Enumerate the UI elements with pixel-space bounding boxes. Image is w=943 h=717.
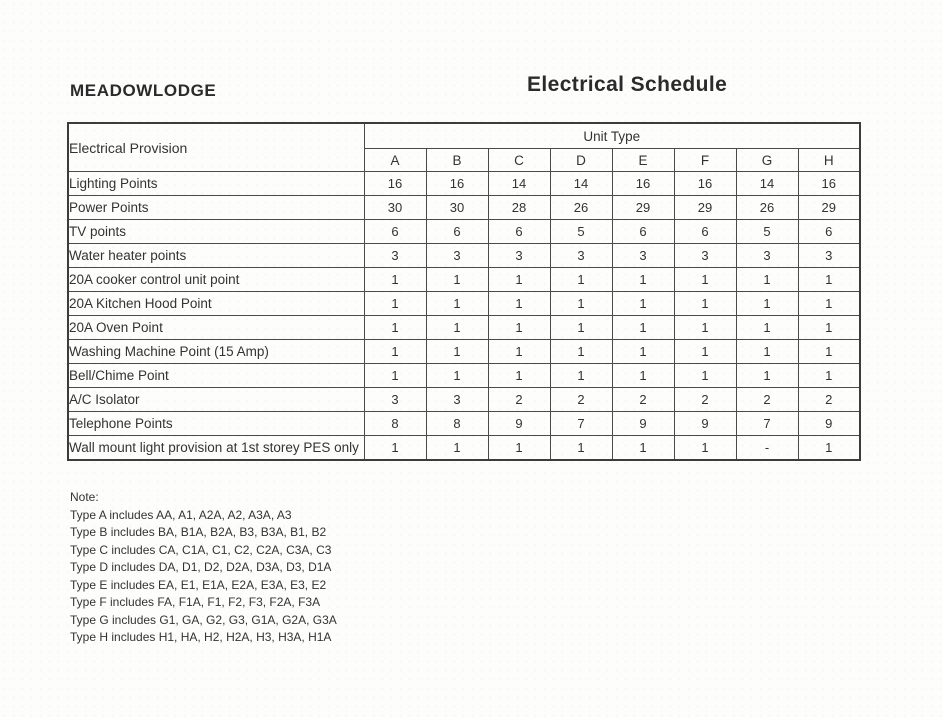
note-line: Type E includes EA, E1, E1A, E2A, E3A, E3, E2	[70, 577, 327, 592]
value-cell: 1	[674, 364, 736, 388]
value-cell: 3	[364, 244, 426, 268]
value-cell: 1	[426, 316, 488, 340]
project-title: MEADOWLODGE	[70, 81, 217, 100]
provision-label-cell: Washing Machine Point (15 Amp)	[68, 340, 364, 364]
table-row	[68, 172, 860, 196]
value-cell: 2	[798, 388, 860, 412]
unit-column-header: C	[488, 149, 550, 172]
note-line: Type C includes CA, C1A, C1, C2, C2A, C3A, C3	[70, 542, 332, 557]
provision-label-cell: Wall mount light provision at 1st storey PES only	[68, 436, 364, 461]
value-cell: 1	[550, 340, 612, 364]
value-cell: 2	[550, 388, 612, 412]
table-row	[68, 436, 860, 461]
value-cell: 1	[798, 436, 860, 461]
value-cell: 1	[798, 340, 860, 364]
electrical-schedule-table	[67, 122, 861, 461]
value-cell: 3	[674, 244, 736, 268]
value-cell: 6	[426, 220, 488, 244]
note-line: Type F includes FA, F1A, F1, F2, F3, F2A, F3A	[70, 595, 321, 609]
value-cell: 1	[364, 292, 426, 316]
unit-column-header: B	[426, 149, 488, 172]
value-cell: 2	[612, 388, 674, 412]
table-row	[68, 220, 860, 244]
value-cell: 1	[488, 268, 550, 292]
value-cell: 1	[488, 292, 550, 316]
value-cell: 1	[364, 340, 426, 364]
value-cell: 2	[736, 388, 798, 412]
unit-type-header-cell: Unit Type	[364, 123, 860, 149]
value-cell: 1	[798, 268, 860, 292]
table-row	[68, 292, 860, 316]
value-cell: 29	[798, 196, 860, 220]
value-cell: 3	[426, 388, 488, 412]
value-cell: 2	[488, 388, 550, 412]
table-row	[68, 388, 860, 412]
value-cell: 7	[550, 412, 612, 436]
unit-column-header: F	[674, 149, 736, 172]
provision-label-cell: Water heater points	[68, 244, 364, 268]
value-cell: 16	[364, 172, 426, 196]
value-cell: 1	[674, 268, 736, 292]
value-cell: 9	[612, 412, 674, 436]
value-cell: 1	[674, 340, 736, 364]
value-cell: 1	[736, 316, 798, 340]
value-cell: 1	[612, 292, 674, 316]
value-cell: 1	[736, 364, 798, 388]
provision-label-cell: Telephone Points	[68, 412, 364, 436]
value-cell: 6	[364, 220, 426, 244]
unit-column-header: E	[612, 149, 674, 172]
provision-label-cell: TV points	[68, 220, 364, 244]
value-cell: 3	[798, 244, 860, 268]
value-cell: 14	[736, 172, 798, 196]
value-cell: 26	[736, 196, 798, 220]
provision-label-cell: 20A Kitchen Hood Point	[68, 292, 364, 316]
value-cell: 8	[364, 412, 426, 436]
provision-label-cell: Power Points	[68, 196, 364, 220]
value-cell: 30	[364, 196, 426, 220]
value-cell: 1	[426, 292, 488, 316]
document-title: Electrical Schedule	[527, 73, 728, 96]
value-cell: 1	[426, 340, 488, 364]
value-cell: 5	[550, 220, 612, 244]
provision-label-cell: 20A Oven Point	[68, 316, 364, 340]
value-cell: 1	[488, 316, 550, 340]
provision-label-cell: Bell/Chime Point	[68, 364, 364, 388]
value-cell: 1	[612, 268, 674, 292]
value-cell: 28	[488, 196, 550, 220]
value-cell: 16	[798, 172, 860, 196]
value-cell: 16	[426, 172, 488, 196]
value-cell: 1	[612, 316, 674, 340]
value-cell: 3	[612, 244, 674, 268]
value-cell: 1	[550, 268, 612, 292]
value-cell: 1	[426, 268, 488, 292]
value-cell: 1	[426, 436, 488, 461]
table-row	[68, 364, 860, 388]
value-cell: 1	[798, 292, 860, 316]
value-cell: 1	[674, 436, 736, 461]
value-cell: 14	[550, 172, 612, 196]
value-cell: 1	[736, 268, 798, 292]
value-cell: 5	[736, 220, 798, 244]
note-line: Type B includes BA, B1A, B2A, B3, B3A, B1, B2	[70, 525, 327, 539]
value-cell: 9	[674, 412, 736, 436]
value-cell: 1	[736, 292, 798, 316]
note-line: Type G includes G1, GA, G2, G3, G1A, G2A, G3A	[70, 612, 337, 627]
value-cell: 7	[736, 412, 798, 436]
table-row	[68, 412, 860, 436]
value-cell: 1	[364, 364, 426, 388]
unit-column-header: G	[736, 149, 798, 172]
value-cell: 1	[550, 364, 612, 388]
provision-label-cell: A/C Isolator	[68, 388, 364, 412]
value-cell: -	[736, 436, 798, 461]
notes-section	[70, 489, 337, 647]
value-cell: 1	[612, 436, 674, 461]
value-cell: 29	[612, 196, 674, 220]
value-cell: 1	[674, 292, 736, 316]
note-line: Type H includes H1, HA, H2, H2A, H3, H3A, H1A	[70, 630, 332, 644]
value-cell: 8	[426, 412, 488, 436]
table-header-row	[68, 123, 860, 149]
value-cell: 30	[426, 196, 488, 220]
value-cell: 3	[488, 244, 550, 268]
unit-column-header: D	[550, 149, 612, 172]
value-cell: 2	[674, 388, 736, 412]
unit-column-header: H	[798, 149, 860, 172]
provision-label-cell: 20A cooker control unit point	[68, 268, 364, 292]
value-cell: 14	[488, 172, 550, 196]
value-cell: 1	[488, 436, 550, 461]
value-cell: 6	[674, 220, 736, 244]
value-cell: 1	[550, 316, 612, 340]
value-cell: 6	[798, 220, 860, 244]
value-cell: 9	[798, 412, 860, 436]
value-cell: 3	[550, 244, 612, 268]
value-cell: 1	[488, 340, 550, 364]
value-cell: 6	[612, 220, 674, 244]
value-cell: 16	[674, 172, 736, 196]
note-lines	[70, 507, 337, 647]
table-row	[68, 340, 860, 364]
value-cell: 3	[426, 244, 488, 268]
value-cell: 1	[364, 436, 426, 461]
value-cell: 1	[426, 364, 488, 388]
value-cell: 1	[674, 316, 736, 340]
note-line: Type D includes DA, D1, D2, D2A, D3A, D3, D1A	[70, 560, 332, 574]
value-cell: 3	[736, 244, 798, 268]
value-cell: 6	[488, 220, 550, 244]
provision-label-cell: Lighting Points	[68, 172, 364, 196]
value-cell: 3	[364, 388, 426, 412]
unit-column-header: A	[364, 149, 426, 172]
value-cell: 1	[612, 364, 674, 388]
value-cell: 1	[798, 364, 860, 388]
note-heading: Note:	[70, 490, 99, 504]
value-cell: 1	[364, 316, 426, 340]
table-row	[68, 196, 860, 220]
value-cell: 1	[364, 268, 426, 292]
note-line: Type A includes AA, A1, A2A, A2, A3A, A3	[70, 507, 292, 522]
value-cell: 29	[674, 196, 736, 220]
value-cell: 1	[550, 436, 612, 461]
value-cell: 1	[612, 340, 674, 364]
value-cell: 1	[550, 292, 612, 316]
value-cell: 1	[798, 316, 860, 340]
table-row	[68, 268, 860, 292]
value-cell: 26	[550, 196, 612, 220]
table-row	[68, 316, 860, 340]
value-cell: 1	[488, 364, 550, 388]
electrical-provision-header-cell: Electrical Provision	[68, 123, 364, 172]
value-cell: 1	[736, 340, 798, 364]
value-cell: 9	[488, 412, 550, 436]
table-row	[68, 244, 860, 268]
value-cell: 16	[612, 172, 674, 196]
